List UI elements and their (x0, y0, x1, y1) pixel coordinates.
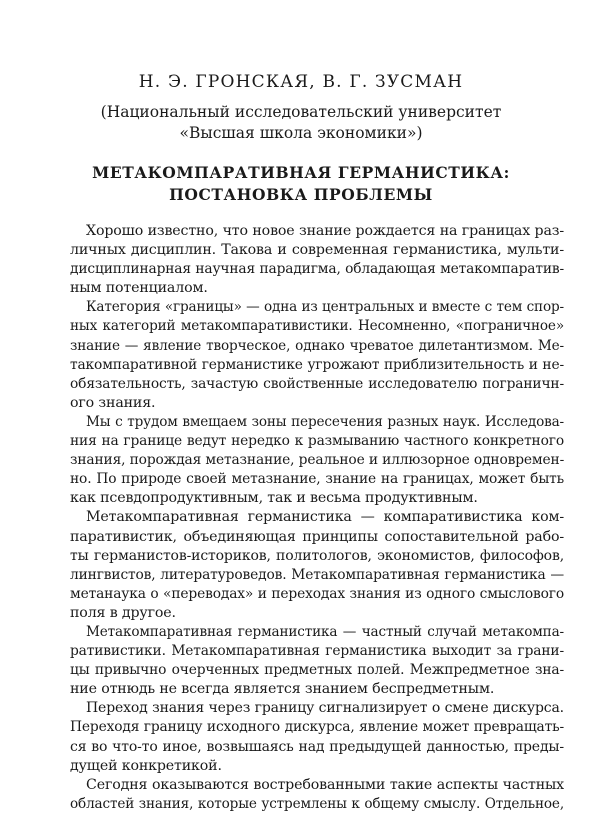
text-line: личных дисциплин. Такова и современная германистика, мульти- (70, 242, 564, 259)
text-line: поля в другое. (70, 604, 176, 621)
text-line: цы привычно очерченных предметных полей. Межпредметное зна- (70, 662, 564, 679)
text-line: обязательность, зачастую свойственные исследователю пограничн- (70, 375, 564, 392)
authors: Н. Э. ГРОНСКАЯ, В. Г. ЗУСМАН (138, 72, 464, 92)
text-line: ние отнюдь не всегда является знанием беспредметным. (70, 681, 495, 698)
text-line: Переходя границу исходного дискурса, явление может превращать- (70, 719, 564, 736)
text-line: лингвистов, литературоведов. Метакомпаративная германистика — (70, 566, 564, 583)
article-title-line: ПОСТАНОВКА ПРОБЛЕМЫ (169, 185, 433, 204)
body-text (70, 222, 564, 814)
affiliation (0, 102, 602, 144)
text-line: дущей конкретикой. (70, 757, 222, 774)
text-line: знание — явление творческое, однако чреватое дилетантизмом. Ме- (70, 337, 564, 354)
article-title-line: МЕТАКОМПАРАТИВНАЯ ГЕРМАНИСТИКА: (92, 163, 510, 182)
text-line: Метакомпаративная германистика — компаративистика ком- (86, 509, 564, 526)
text-line: Мы с трудом вмещаем зоны пересечения разных наук. Исследова- (86, 413, 564, 430)
text-line: областей знания, которые устремлены к общему смыслу. Отдельное, (70, 795, 564, 812)
text-line: Метакомпаративная германистика — частный случай метакомпа- (86, 623, 564, 640)
affiliation-line: «Высшая школа экономики») (179, 124, 423, 142)
text-line: Хорошо известно, что новое знание рождается на границах раз- (86, 223, 564, 239)
text-line: Категория «границы» — одна из центральных и вместе с тем спор- (86, 299, 564, 316)
text-line: ния на границе ведут нередко к размыванию частного конкретного (70, 433, 564, 450)
text-line: метанаука о «переводах» и переходах знания из одного смыслового (70, 585, 564, 602)
text-line: ным потенциалом. (70, 280, 208, 297)
text-line: такомпаративной германистике угрожают приблизительность и не- (70, 356, 564, 373)
text-line: но. По природе своей метазнание, знание на границах, может быть (70, 471, 564, 488)
text-line: ого знания. (70, 394, 156, 411)
text-line: знания, порождая метазнание, реальное и иллюзорное одновремен- (70, 452, 565, 469)
text-line: ных категорий метакомпаративистики. Несомненно, «пограничное» (70, 318, 564, 335)
affiliation-line: (Национальный исследовательский университет (100, 103, 502, 121)
text-line: Сегодня оказываются востребованными такие аспекты частных (86, 776, 564, 793)
article-title (0, 162, 602, 206)
text-line: ся во что-то иное, возвышаясь над предыдущей данностью, преды- (70, 738, 564, 755)
text-line: Переход знания через границу сигнализирует о смене дискурса. (86, 700, 564, 717)
text-line: паративистик, объединяющая принципы сопоставительной рабо- (70, 528, 564, 545)
text-line: как псевдопродуктивным, так и весьма продуктивным. (70, 490, 478, 507)
text-line: ты германистов-историков, политологов, экономистов, философов, (70, 547, 564, 564)
text-line: дисциплинарная научная парадигма, обладающая метакомпаратив- (70, 261, 564, 278)
text-line: ративистики. Метакомпаративная германистика выходит за грани- (70, 643, 564, 660)
